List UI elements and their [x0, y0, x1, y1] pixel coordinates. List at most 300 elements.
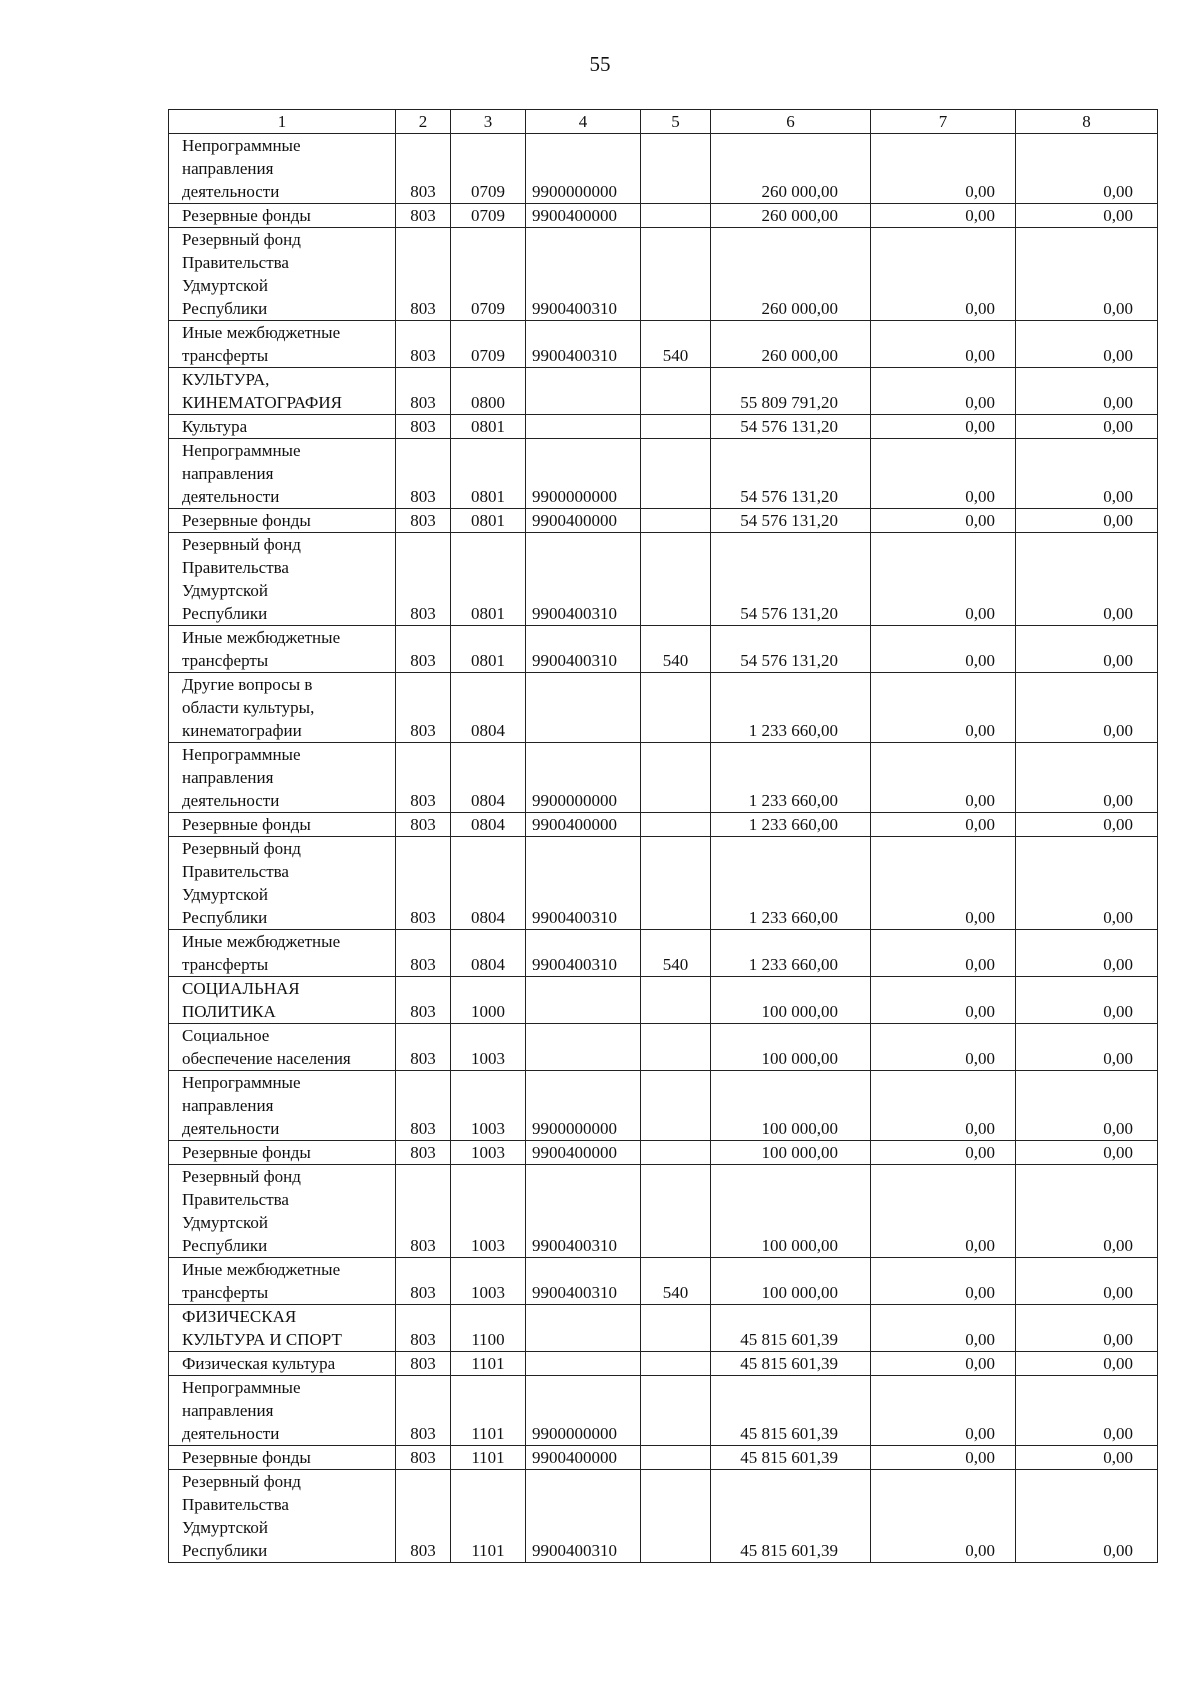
amount-col7-cell: 0,00: [871, 977, 1016, 1024]
item-name-line: Правительства: [182, 253, 289, 272]
expense-type-cell: [641, 509, 711, 533]
amount-cell: 1 233 660,00: [711, 837, 871, 930]
ministry-code-cell: 803: [396, 439, 451, 509]
item-name-line: Правительства: [182, 1495, 289, 1514]
item-name-cell: [169, 134, 396, 204]
amount-col7-cell: 0,00: [871, 1305, 1016, 1352]
section-code-cell: 0709: [451, 134, 526, 204]
amount-col7-cell: 0,00: [871, 743, 1016, 813]
section-code-cell: 1100: [451, 1305, 526, 1352]
section-code-cell: 0800: [451, 368, 526, 415]
ministry-code-cell: 803: [396, 813, 451, 837]
amount-col8-cell: 0,00: [1016, 813, 1158, 837]
table-row: [169, 368, 1158, 415]
amount-cell: 260 000,00: [711, 321, 871, 368]
item-name-cell: [169, 509, 396, 533]
table-row: [169, 439, 1158, 509]
target-item-cell: 9900400310: [526, 930, 641, 977]
item-name-line: Непрограммные: [182, 1073, 301, 1092]
item-name-line: деятельности: [182, 1424, 280, 1443]
amount-col7-cell: 0,00: [871, 1470, 1016, 1563]
ministry-code-cell: 803: [396, 1470, 451, 1563]
ministry-code-cell: 803: [396, 837, 451, 930]
item-name-line: Правительства: [182, 862, 289, 881]
expense-type-cell: [641, 204, 711, 228]
column-header: 8: [1016, 110, 1158, 134]
item-name-cell: [169, 673, 396, 743]
item-name-line: Другие вопросы в: [182, 675, 313, 694]
item-name-line: Иные межбюджетные: [182, 323, 341, 342]
ministry-code-cell: 803: [396, 1024, 451, 1071]
target-item-cell: 9900400310: [526, 1470, 641, 1563]
expense-type-cell: [641, 1305, 711, 1352]
item-name-line: КУЛЬТУРА,: [182, 370, 270, 389]
item-name-line: Физическая культура: [182, 1354, 336, 1373]
table-row: [169, 626, 1158, 673]
amount-cell: 45 815 601,39: [711, 1376, 871, 1446]
amount-col8-cell: 0,00: [1016, 743, 1158, 813]
column-header: 2: [396, 110, 451, 134]
table-row: [169, 1141, 1158, 1165]
item-name-line: ПОЛИТИКА: [182, 1002, 276, 1021]
item-name-line: Непрограммные: [182, 1378, 301, 1397]
expense-type-cell: 540: [641, 626, 711, 673]
section-code-cell: 0804: [451, 837, 526, 930]
ministry-code-cell: 803: [396, 368, 451, 415]
amount-col8-cell: 0,00: [1016, 1071, 1158, 1141]
amount-cell: 100 000,00: [711, 1071, 871, 1141]
item-name-cell: [169, 837, 396, 930]
target-item-cell: [526, 368, 641, 415]
item-name-line: Республики: [182, 1541, 268, 1560]
target-item-cell: 9900400000: [526, 509, 641, 533]
amount-col7-cell: 0,00: [871, 930, 1016, 977]
amount-cell: 100 000,00: [711, 1141, 871, 1165]
target-item-cell: 9900400310: [526, 228, 641, 321]
item-name-line: деятельности: [182, 791, 280, 810]
section-code-cell: 0801: [451, 533, 526, 626]
expense-type-cell: [641, 1071, 711, 1141]
table-body: [169, 110, 1158, 1563]
item-name-cell: [169, 1024, 396, 1071]
expense-type-cell: [641, 1470, 711, 1563]
item-name-cell: [169, 1305, 396, 1352]
expense-type-cell: [641, 1141, 711, 1165]
item-name-line: ФИЗИЧЕСКАЯ: [182, 1307, 297, 1326]
expense-type-cell: [641, 743, 711, 813]
item-name-cell: [169, 1352, 396, 1376]
amount-cell: 55 809 791,20: [711, 368, 871, 415]
ministry-code-cell: 803: [396, 977, 451, 1024]
item-name-cell: [169, 228, 396, 321]
target-item-cell: 9900400310: [526, 626, 641, 673]
item-name-cell: [169, 743, 396, 813]
target-item-cell: 9900400310: [526, 321, 641, 368]
amount-col7-cell: 0,00: [871, 228, 1016, 321]
amount-col7-cell: 0,00: [871, 134, 1016, 204]
item-name-cell: [169, 1446, 396, 1470]
item-name-line: Республики: [182, 299, 268, 318]
amount-col7-cell: 0,00: [871, 415, 1016, 439]
item-name-line: Удмуртской: [182, 276, 269, 295]
item-name-line: направления: [182, 1096, 274, 1115]
amount-col7-cell: 0,00: [871, 1024, 1016, 1071]
ministry-code-cell: 803: [396, 1071, 451, 1141]
item-name-line: Правительства: [182, 558, 289, 577]
amount-col8-cell: 0,00: [1016, 977, 1158, 1024]
item-name-line: Резервный фонд: [182, 1167, 301, 1186]
ministry-code-cell: 803: [396, 134, 451, 204]
amount-cell: 260 000,00: [711, 228, 871, 321]
target-item-cell: 9900400000: [526, 813, 641, 837]
ministry-code-cell: 803: [396, 321, 451, 368]
expense-type-cell: [641, 368, 711, 415]
ministry-code-cell: 803: [396, 1305, 451, 1352]
table-row: [169, 228, 1158, 321]
target-item-cell: 9900400310: [526, 837, 641, 930]
amount-col7-cell: 0,00: [871, 321, 1016, 368]
item-name-line: Резервный фонд: [182, 535, 301, 554]
ministry-code-cell: 803: [396, 673, 451, 743]
section-code-cell: 1101: [451, 1446, 526, 1470]
amount-col8-cell: 0,00: [1016, 837, 1158, 930]
target-item-cell: [526, 977, 641, 1024]
amount-col8-cell: 0,00: [1016, 439, 1158, 509]
amount-col8-cell: 0,00: [1016, 930, 1158, 977]
expense-type-cell: [641, 673, 711, 743]
expense-type-cell: [641, 134, 711, 204]
expense-type-cell: [641, 1446, 711, 1470]
table-row: [169, 837, 1158, 930]
item-name-line: Удмуртской: [182, 1213, 269, 1232]
page-number: 55: [589, 52, 611, 76]
amount-cell: 100 000,00: [711, 1258, 871, 1305]
item-name-line: Резервный фонд: [182, 230, 301, 249]
item-name-line: направления: [182, 1401, 274, 1420]
item-name-line: СОЦИАЛЬНАЯ: [182, 979, 300, 998]
ministry-code-cell: 803: [396, 1446, 451, 1470]
column-header: 4: [526, 110, 641, 134]
amount-cell: 100 000,00: [711, 977, 871, 1024]
amount-col8-cell: 0,00: [1016, 134, 1158, 204]
table-row: [169, 321, 1158, 368]
column-header: 3: [451, 110, 526, 134]
column-header: 1: [169, 110, 396, 134]
amount-cell: 100 000,00: [711, 1024, 871, 1071]
amount-cell: 100 000,00: [711, 1165, 871, 1258]
amount-col8-cell: 0,00: [1016, 368, 1158, 415]
table-row: [169, 1305, 1158, 1352]
amount-col8-cell: 0,00: [1016, 673, 1158, 743]
item-name-line: Удмуртской: [182, 885, 269, 904]
amount-col8-cell: 0,00: [1016, 321, 1158, 368]
section-code-cell: 0804: [451, 813, 526, 837]
ministry-code-cell: 803: [396, 228, 451, 321]
table-row: [169, 415, 1158, 439]
expense-type-cell: [641, 1376, 711, 1446]
ministry-code-cell: 803: [396, 1352, 451, 1376]
table-row: [169, 1352, 1158, 1376]
amount-col7-cell: 0,00: [871, 1376, 1016, 1446]
target-item-cell: 9900400310: [526, 1165, 641, 1258]
item-name-line: деятельности: [182, 487, 280, 506]
section-code-cell: 1003: [451, 1024, 526, 1071]
amount-col7-cell: 0,00: [871, 1165, 1016, 1258]
target-item-cell: 9900000000: [526, 1376, 641, 1446]
amount-col8-cell: 0,00: [1016, 204, 1158, 228]
item-name-line: Социальное: [182, 1026, 270, 1045]
section-code-cell: 1101: [451, 1376, 526, 1446]
ministry-code-cell: 803: [396, 415, 451, 439]
expense-type-cell: [641, 228, 711, 321]
expense-type-cell: 540: [641, 321, 711, 368]
amount-col7-cell: 0,00: [871, 673, 1016, 743]
target-item-cell: 9900400310: [526, 1258, 641, 1305]
amount-col7-cell: 0,00: [871, 1352, 1016, 1376]
section-code-cell: 0801: [451, 509, 526, 533]
table-row: [169, 743, 1158, 813]
target-item-cell: [526, 415, 641, 439]
item-name-line: области культуры,: [182, 698, 315, 717]
target-item-cell: [526, 1024, 641, 1071]
section-code-cell: 1003: [451, 1165, 526, 1258]
item-name-line: Непрограммные: [182, 136, 301, 155]
expense-type-cell: 540: [641, 930, 711, 977]
amount-col7-cell: 0,00: [871, 509, 1016, 533]
item-name-cell: [169, 1376, 396, 1446]
item-name-cell: [169, 813, 396, 837]
item-name-line: деятельности: [182, 182, 280, 201]
amount-col7-cell: 0,00: [871, 1446, 1016, 1470]
column-header: 6: [711, 110, 871, 134]
table-row: [169, 1470, 1158, 1563]
item-name-line: Иные межбюджетные: [182, 932, 341, 951]
target-item-cell: [526, 1352, 641, 1376]
item-name-line: Иные межбюджетные: [182, 628, 341, 647]
table-row: [169, 1446, 1158, 1470]
amount-col7-cell: 0,00: [871, 837, 1016, 930]
expense-type-cell: [641, 1024, 711, 1071]
amount-cell: 54 576 131,20: [711, 439, 871, 509]
item-name-line: трансферты: [182, 346, 269, 365]
amount-col7-cell: 0,00: [871, 368, 1016, 415]
item-name-cell: [169, 439, 396, 509]
ministry-code-cell: 803: [396, 1376, 451, 1446]
ministry-code-cell: 803: [396, 509, 451, 533]
item-name-line: направления: [182, 768, 274, 787]
amount-cell: 54 576 131,20: [711, 509, 871, 533]
amount-col7-cell: 0,00: [871, 1258, 1016, 1305]
target-item-cell: 9900400000: [526, 204, 641, 228]
item-name-line: трансферты: [182, 651, 269, 670]
section-code-cell: 1000: [451, 977, 526, 1024]
item-name-line: Иные межбюджетные: [182, 1260, 341, 1279]
amount-col8-cell: 0,00: [1016, 1352, 1158, 1376]
item-name-line: деятельности: [182, 1119, 280, 1138]
amount-col8-cell: 0,00: [1016, 415, 1158, 439]
section-code-cell: 0709: [451, 204, 526, 228]
amount-col7-cell: 0,00: [871, 439, 1016, 509]
amount-cell: 45 815 601,39: [711, 1470, 871, 1563]
amount-cell: 45 815 601,39: [711, 1352, 871, 1376]
item-name-cell: [169, 368, 396, 415]
amount-col8-cell: 0,00: [1016, 228, 1158, 321]
amount-col7-cell: 0,00: [871, 204, 1016, 228]
target-item-cell: [526, 1305, 641, 1352]
item-name-cell: [169, 1258, 396, 1305]
item-name-line: КИНЕМАТОГРАФИЯ: [182, 393, 342, 412]
table-row: [169, 509, 1158, 533]
ministry-code-cell: 803: [396, 743, 451, 813]
ministry-code-cell: 803: [396, 533, 451, 626]
table-row: [169, 1376, 1158, 1446]
table-row: [169, 673, 1158, 743]
item-name-line: Республики: [182, 1236, 268, 1255]
item-name-line: Республики: [182, 604, 268, 623]
amount-cell: 54 576 131,20: [711, 415, 871, 439]
ministry-code-cell: 803: [396, 1258, 451, 1305]
section-code-cell: 0804: [451, 930, 526, 977]
item-name-line: Резервные фонды: [182, 511, 311, 530]
target-item-cell: 9900000000: [526, 743, 641, 813]
section-code-cell: 1003: [451, 1071, 526, 1141]
table-row: [169, 930, 1158, 977]
amount-col8-cell: 0,00: [1016, 626, 1158, 673]
column-header: 5: [641, 110, 711, 134]
expense-type-cell: [641, 415, 711, 439]
amount-col7-cell: 0,00: [871, 813, 1016, 837]
expense-type-cell: [641, 439, 711, 509]
section-code-cell: 0801: [451, 626, 526, 673]
amount-cell: 54 576 131,20: [711, 533, 871, 626]
section-code-cell: 0709: [451, 228, 526, 321]
item-name-cell: [169, 415, 396, 439]
expense-type-cell: [641, 813, 711, 837]
target-item-cell: 9900400000: [526, 1141, 641, 1165]
item-name-cell: [169, 1141, 396, 1165]
item-name-line: Резервные фонды: [182, 1143, 311, 1162]
target-item-cell: 9900400310: [526, 533, 641, 626]
ministry-code-cell: 803: [396, 930, 451, 977]
item-name-line: Республики: [182, 908, 268, 927]
item-name-cell: [169, 533, 396, 626]
item-name-line: КУЛЬТУРА И СПОРТ: [182, 1330, 342, 1349]
amount-col8-cell: 0,00: [1016, 1165, 1158, 1258]
item-name-line: кинематографии: [182, 721, 302, 740]
expense-type-cell: [641, 1352, 711, 1376]
item-name-line: Резервные фонды: [182, 1448, 311, 1467]
item-name-line: Правительства: [182, 1190, 289, 1209]
amount-col8-cell: 0,00: [1016, 509, 1158, 533]
ministry-code-cell: 803: [396, 204, 451, 228]
amount-col8-cell: 0,00: [1016, 1141, 1158, 1165]
item-name-cell: [169, 1165, 396, 1258]
amount-cell: 1 233 660,00: [711, 743, 871, 813]
table-row: [169, 1165, 1158, 1258]
table-row: [169, 1024, 1158, 1071]
amount-col7-cell: 0,00: [871, 1071, 1016, 1141]
item-name-line: трансферты: [182, 955, 269, 974]
expense-type-cell: [641, 533, 711, 626]
table-header-row: [169, 110, 1158, 134]
section-code-cell: 0709: [451, 321, 526, 368]
amount-col7-cell: 0,00: [871, 626, 1016, 673]
section-code-cell: 1003: [451, 1141, 526, 1165]
expense-type-cell: [641, 837, 711, 930]
item-name-line: Непрограммные: [182, 441, 301, 460]
budget-table: [168, 109, 1158, 1563]
item-name-line: обеспечение населения: [182, 1049, 351, 1068]
target-item-cell: 9900000000: [526, 439, 641, 509]
item-name-cell: [169, 626, 396, 673]
expense-type-cell: 540: [641, 1258, 711, 1305]
expense-type-cell: [641, 1165, 711, 1258]
item-name-cell: [169, 321, 396, 368]
ministry-code-cell: 803: [396, 1165, 451, 1258]
target-item-cell: 9900400000: [526, 1446, 641, 1470]
amount-cell: 260 000,00: [711, 204, 871, 228]
amount-cell: 45 815 601,39: [711, 1446, 871, 1470]
section-code-cell: 0801: [451, 439, 526, 509]
item-name-line: Резервный фонд: [182, 839, 301, 858]
target-item-cell: 9900000000: [526, 1071, 641, 1141]
amount-col8-cell: 0,00: [1016, 1258, 1158, 1305]
amount-col8-cell: 0,00: [1016, 1376, 1158, 1446]
section-code-cell: 1101: [451, 1470, 526, 1563]
amount-col8-cell: 0,00: [1016, 533, 1158, 626]
amount-col8-cell: 0,00: [1016, 1024, 1158, 1071]
item-name-line: Культура: [182, 417, 248, 436]
item-name-line: трансферты: [182, 1283, 269, 1302]
amount-cell: 45 815 601,39: [711, 1305, 871, 1352]
amount-cell: 54 576 131,20: [711, 626, 871, 673]
target-item-cell: 9900000000: [526, 134, 641, 204]
column-header: 7: [871, 110, 1016, 134]
amount-cell: 1 233 660,00: [711, 673, 871, 743]
section-code-cell: 0804: [451, 673, 526, 743]
item-name-line: Резервные фонды: [182, 815, 311, 834]
table-row: [169, 134, 1158, 204]
amount-col7-cell: 0,00: [871, 1141, 1016, 1165]
item-name-line: направления: [182, 464, 274, 483]
amount-cell: 1 233 660,00: [711, 813, 871, 837]
ministry-code-cell: 803: [396, 626, 451, 673]
table-row: [169, 977, 1158, 1024]
table-row: [169, 813, 1158, 837]
item-name-cell: [169, 930, 396, 977]
amount-col7-cell: 0,00: [871, 533, 1016, 626]
item-name-line: Резервные фонды: [182, 206, 311, 225]
item-name-line: направления: [182, 159, 274, 178]
table-row: [169, 204, 1158, 228]
section-code-cell: 0801: [451, 415, 526, 439]
expense-type-cell: [641, 977, 711, 1024]
item-name-cell: [169, 1470, 396, 1563]
amount-cell: 1 233 660,00: [711, 930, 871, 977]
table-row: [169, 533, 1158, 626]
item-name-line: Резервный фонд: [182, 1472, 301, 1491]
item-name-cell: [169, 977, 396, 1024]
section-code-cell: 0804: [451, 743, 526, 813]
amount-cell: 260 000,00: [711, 134, 871, 204]
section-code-cell: 1101: [451, 1352, 526, 1376]
item-name-cell: [169, 1071, 396, 1141]
amount-col8-cell: 0,00: [1016, 1470, 1158, 1563]
table-row: [169, 1258, 1158, 1305]
item-name-line: Удмуртской: [182, 1518, 269, 1537]
ministry-code-cell: 803: [396, 1141, 451, 1165]
amount-col8-cell: 0,00: [1016, 1305, 1158, 1352]
